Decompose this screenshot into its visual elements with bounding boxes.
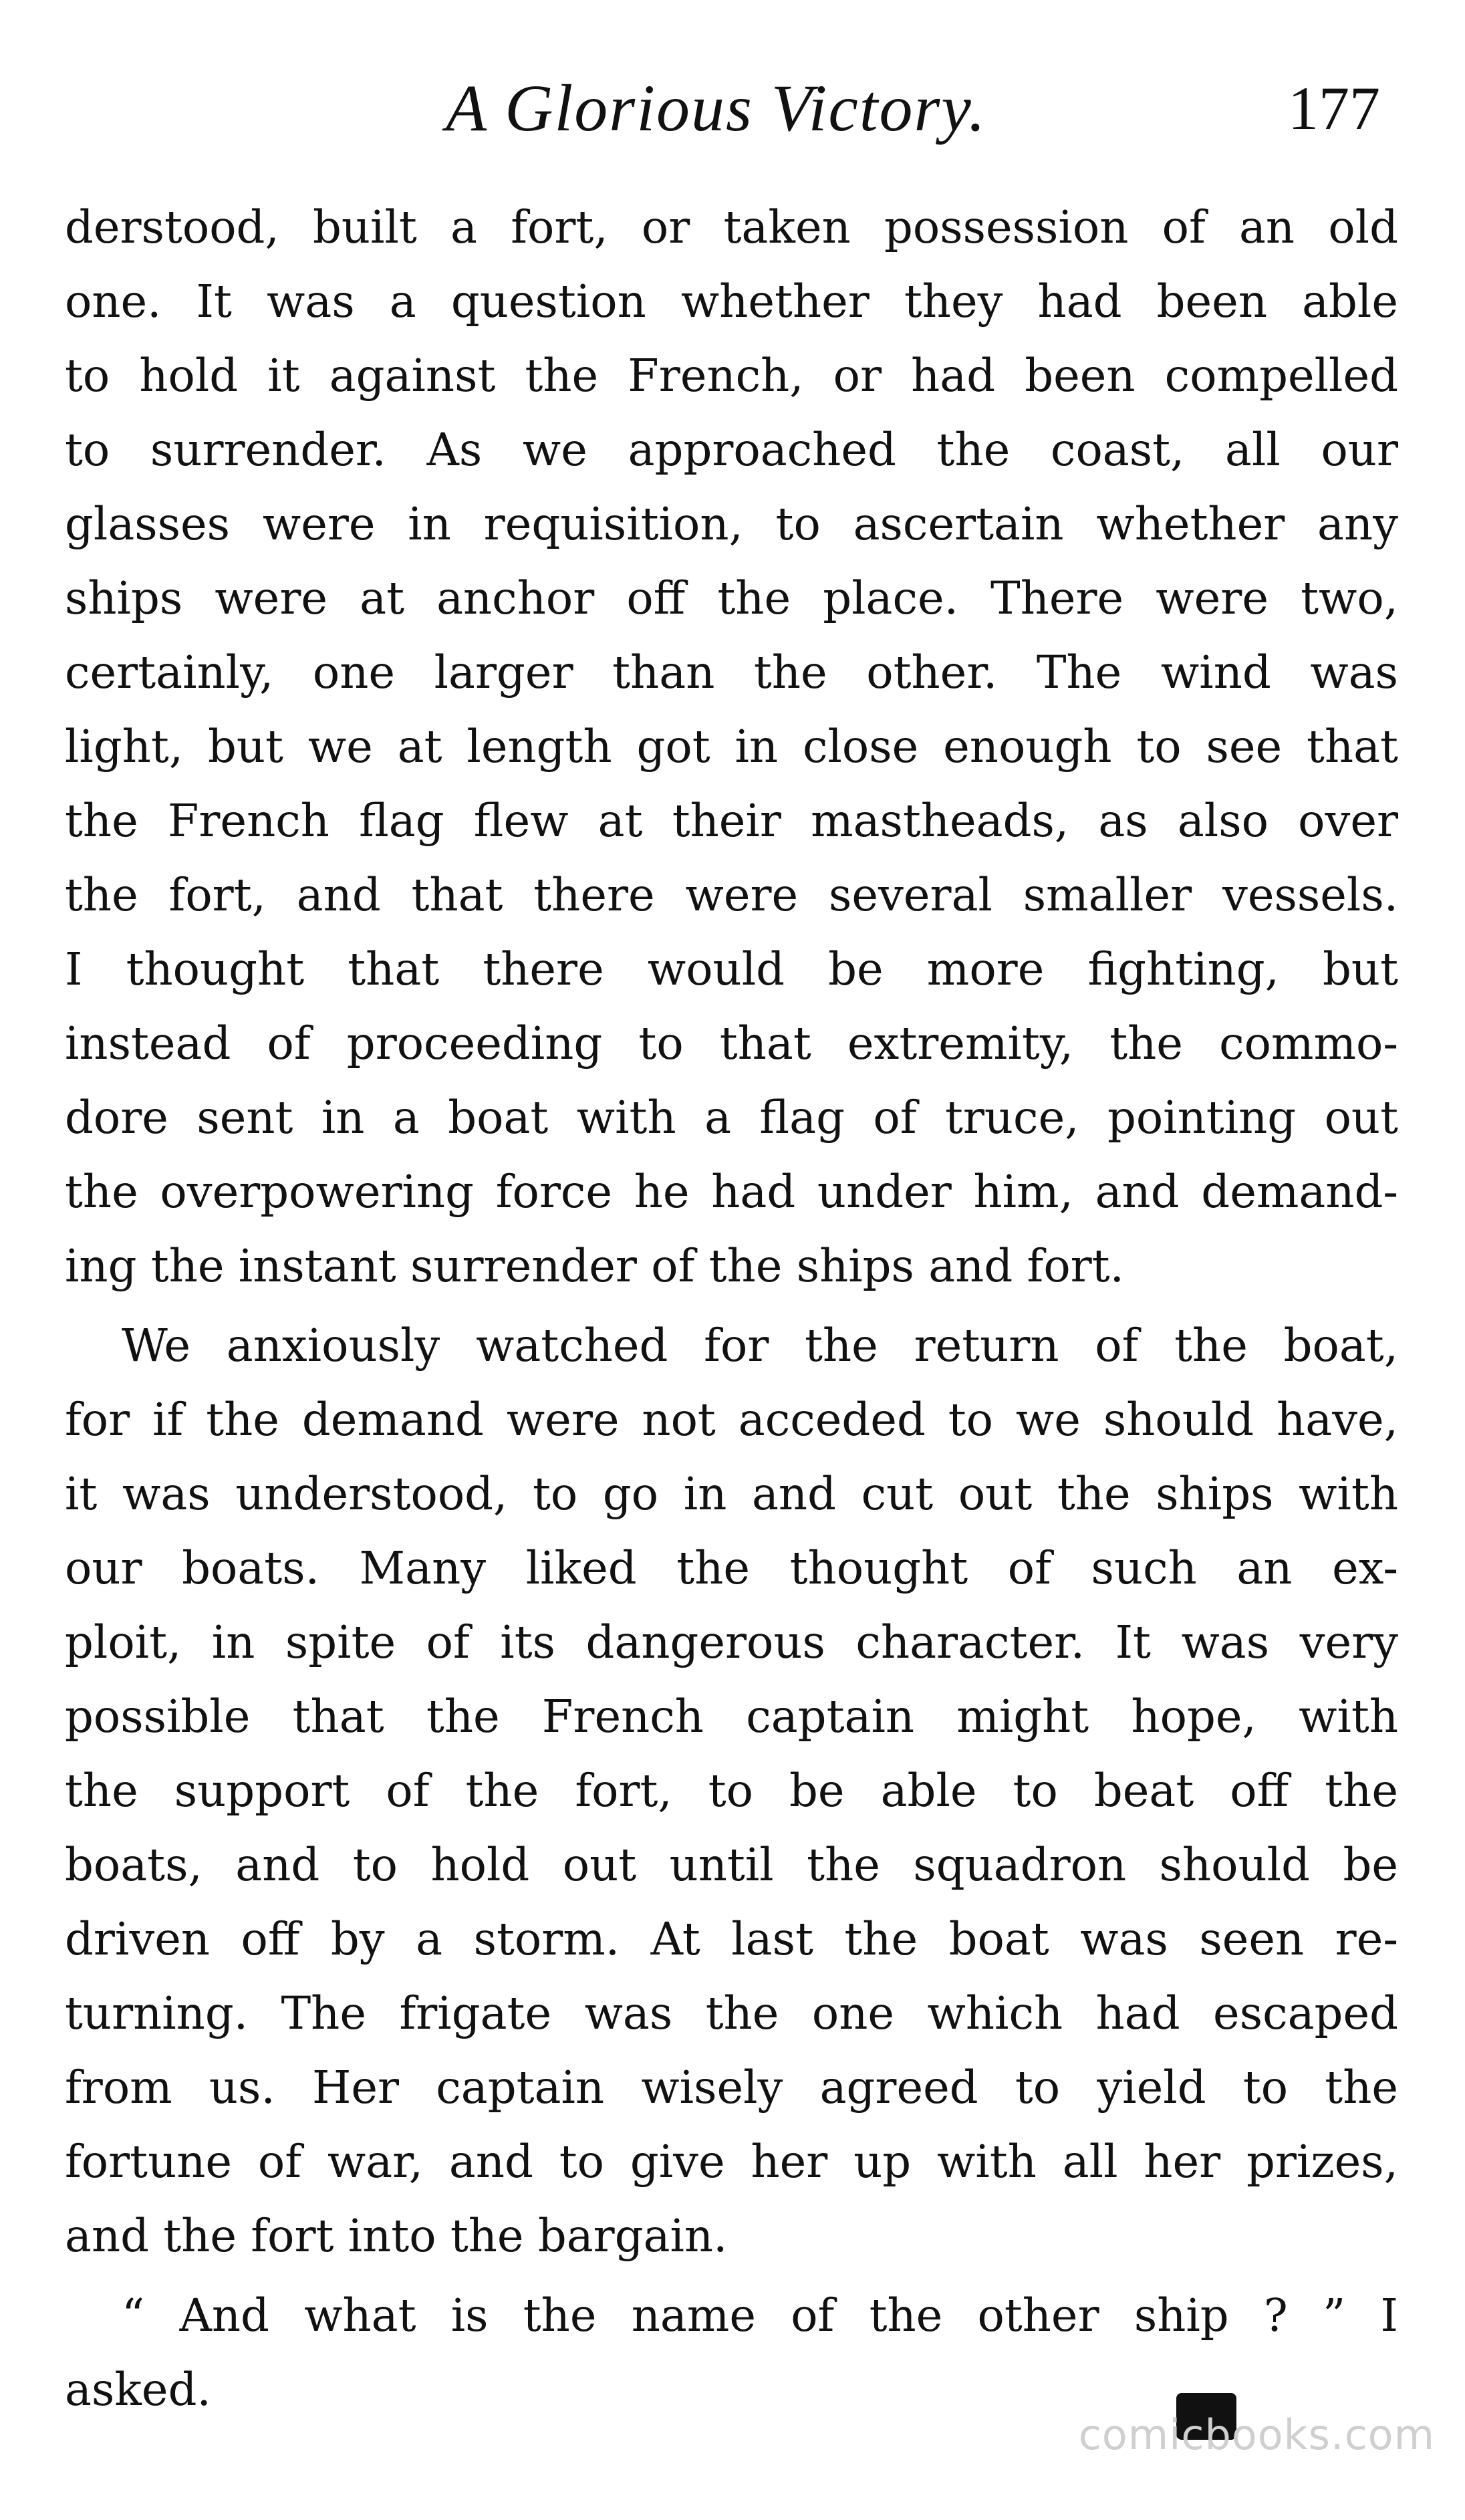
text-line: light, but we at length got in close enough to see that [65,721,1398,773]
text-line: certainly, one larger than the other. The wind was [65,646,1398,699]
text-line: instead of proceeding to that extremity, the commo- [65,1017,1398,1069]
text-line: driven off by a storm. At last the boat was seen re- [65,1913,1398,1965]
text-line: glasses were in requisition, to ascertain whether any [65,498,1398,550]
text-line: ploit, in spite of its dangerous character. It was very [65,1616,1398,1668]
paragraph-gap [65,1303,1398,1309]
text-line: one. It was a question whether they had been able [65,275,1398,328]
page-header [65,61,1400,155]
text-line: dore sent in a boat with a flag of truce, pointing out [65,1092,1398,1144]
text-line: asked. [65,2364,211,2416]
text-line: We anxiously watched for the return of the boat, [122,1319,1398,1372]
text-line: the fort, and that there were several smaller vessels. [65,869,1398,921]
text-line: to hold it against the French, or had been compelled [65,350,1398,402]
page-number: 177 [1288,74,1380,142]
text-line: our boats. Many liked the thought of such an ex- [65,1542,1398,1594]
text-line: ships were at anchor off the place. There were two, [65,572,1398,624]
text-line: and the fort into the bargain. [65,2210,728,2262]
text-line: the support of the fort, to be able to beat off the [65,1765,1398,1817]
paragraph-gap [65,2273,1398,2279]
text-line: derstood, built a fort, or taken possession of an old [65,201,1398,253]
text-line: the overpowering force he had under him, and demand- [65,1166,1398,1218]
watermark: comicbooks.com [1078,2410,1435,2459]
text-line: from us. Her captain wisely agreed to yield to the [65,2061,1398,2114]
text-line: boats, and to hold out until the squadron should be [65,1839,1398,1891]
text-line: turning. The frigate was the one which had escaped [65,1987,1398,2039]
body-text [65,191,1398,2427]
text-line: for if the demand were not acceded to we should have, [65,1394,1398,1446]
text-line: I thought that there would be more fighting, but [65,943,1398,995]
running-title: A Glorious Victory. [446,71,987,145]
text-line: ing the instant surrender of the ships and fort. [65,1240,1124,1292]
paragraph-2 [65,1309,1398,2273]
text-line: the French flag flew at their mastheads, as also over [65,795,1398,847]
text-line: fortune of war, and to give her up with all her prizes, [65,2136,1398,2188]
paragraph-1 [65,191,1398,1303]
text-line: “ And what is the name of the other ship ? ” I [122,2289,1398,2342]
text-line: possible that the French captain might hope, with [65,1690,1398,1743]
text-line: it was understood, to go in and cut out the ships with [65,1468,1398,1520]
text-line: to surrender. As we approached the coast, all our [65,424,1398,476]
